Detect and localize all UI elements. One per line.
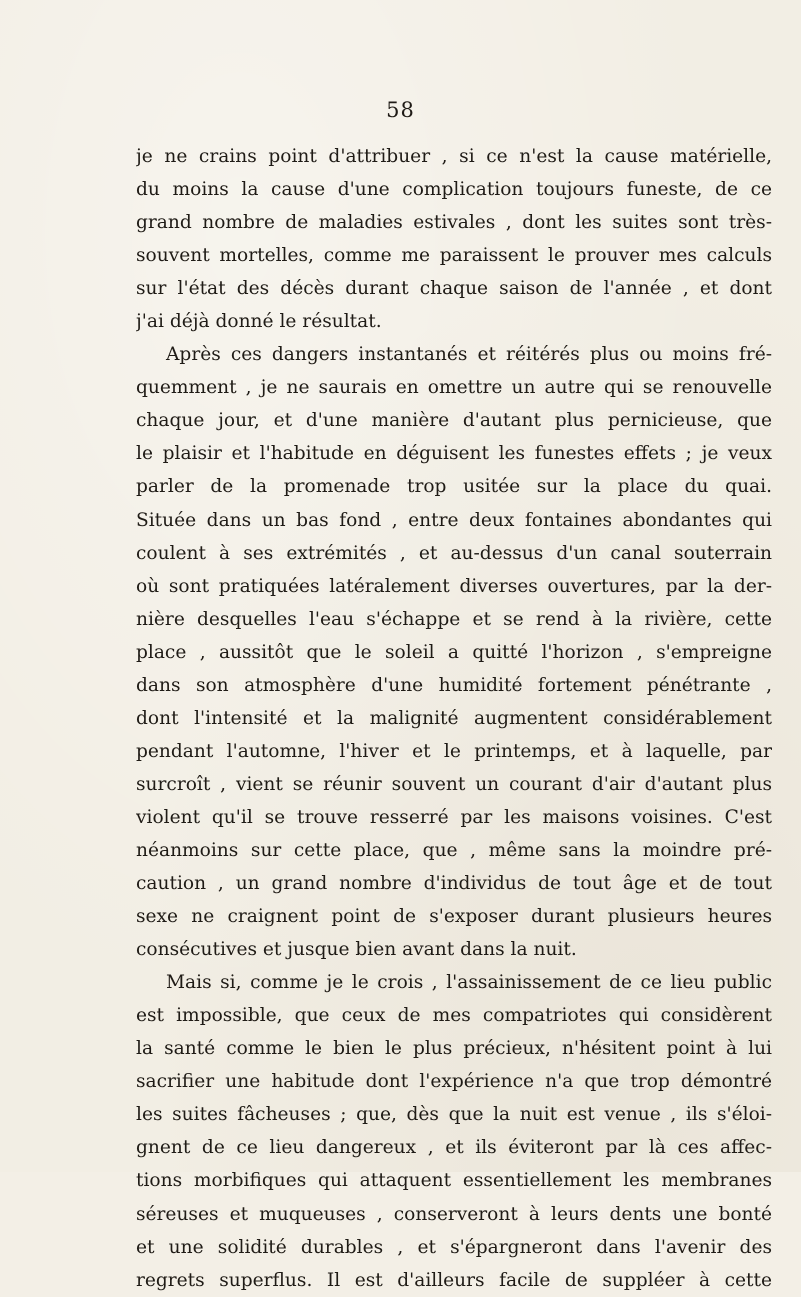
text-line: coulent à ses extrémités , et au-dessus d'un canal souterrain (136, 542, 772, 564)
text-line: nière desquelles l'eau s'échappe et se rend à la rivière, cette (136, 608, 772, 630)
text-line: gnent de ce lieu dangereux , et ils éviteront par là ces affec- (136, 1137, 772, 1159)
text-line: j'ai déjà donné le résultat. (136, 311, 382, 333)
text-line: Mais si, comme je le crois , l'assainissement de ce lieu public (166, 972, 772, 994)
text-line: consécutives et jusque bien avant dans la nuit. (136, 939, 577, 961)
text-line: grand nombre de maladies estivales , dont les suites sont très- (136, 212, 772, 234)
text-line: pendant l'automne, l'hiver et le printemps, et à laquelle, par (136, 740, 772, 762)
text-line: Après ces dangers instantanés et réitérés plus ou moins fré- (166, 344, 772, 366)
text-line: séreuses et muqueuses , conserveront à leurs dents une bonté (136, 1203, 772, 1225)
text-line: tions morbifiques qui attaquent essentiellement les membranes (136, 1170, 772, 1192)
text-line: je ne crains point d'attribuer , si ce n'est la cause matérielle, (136, 146, 772, 167)
text-line: quemment , je ne saurais en omettre un autre qui se renouvelle (136, 377, 772, 399)
text-line: parler de la promenade trop usitée sur la place du quai. (136, 476, 772, 498)
text-line: les suites fâcheuses ; que, dès que la nuit est venue , ils s'éloi- (136, 1104, 772, 1126)
text-line: et une solidité durables , et s'épargneront dans l'avenir des (136, 1236, 772, 1258)
text-line: caution , un grand nombre d'individus de tout âge et de tout (136, 873, 772, 895)
text-line: sexe ne craignent point de s'exposer durant plusieurs heures (136, 906, 772, 928)
text-line: sacrifier une habitude dont l'expérience n'a que trop démontré (136, 1071, 772, 1093)
text-line: sur l'état des décès durant chaque saison de l'année , et dont (136, 278, 772, 300)
text-line: la santé comme le bien le plus précieux, n'hésitent point à lui (136, 1038, 772, 1060)
text-line: du moins la cause d'une complication toujours funeste, de ce (136, 179, 772, 201)
body-text (136, 140, 772, 1297)
text-line: le plaisir et l'habitude en déguisent les funestes effets ; je veux (136, 443, 772, 465)
text-line: où sont pratiquées latéralement diverses ouvertures, par la der- (136, 575, 772, 597)
text-line: dont l'intensité et la malignité augmentent considérablement (136, 707, 772, 729)
text-line: dans son atmosphère d'une humidité fortement pénétrante , (136, 674, 772, 696)
text-line: place , aussitôt que le soleil a quitté l'horizon , s'empreigne (136, 641, 772, 663)
text-line: souvent mortelles, comme me paraissent le prouver mes calculs (136, 245, 772, 267)
text-line: est impossible, que ceux de mes compatriotes qui considèrent (136, 1005, 772, 1027)
text-line: Située dans un bas fond , entre deux fontaines abondantes qui (136, 509, 772, 531)
text-line: chaque jour, et d'une manière d'autant plus pernicieuse, que (136, 410, 772, 432)
text-line: violent qu'il se trouve resserré par les maisons voisines. C'est (136, 806, 772, 828)
page-number: 58 (386, 98, 415, 122)
text-line: regrets superflus. Il est d'ailleurs facile de suppléer à cette (136, 1269, 772, 1291)
text-line: surcroît , vient se réunir souvent un courant d'air d'autant plus (136, 773, 772, 795)
text-line: néanmoins sur cette place, que , même sans la moindre pré- (136, 839, 772, 861)
